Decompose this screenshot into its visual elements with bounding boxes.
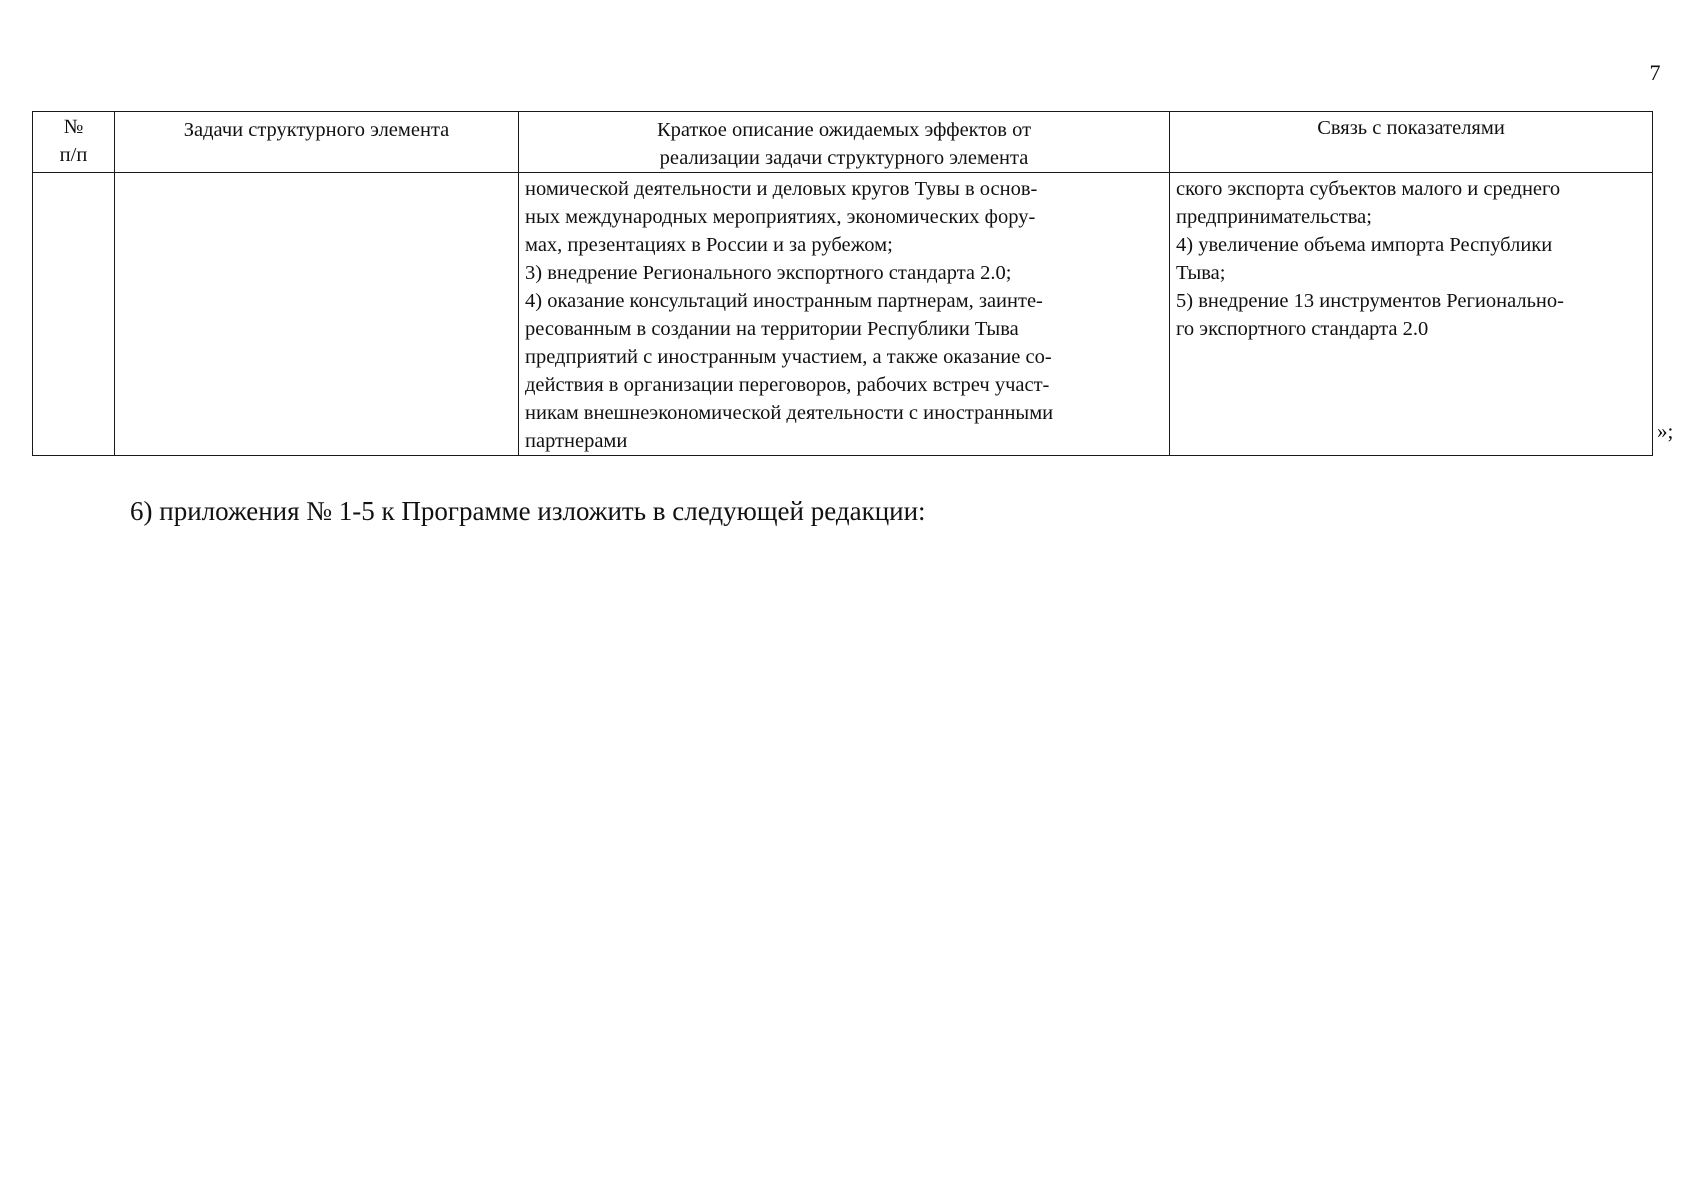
cell-tasks (115, 173, 519, 456)
amendment-paragraph: 6) приложения № 1-5 к Программе изложить в следующей редакции: (130, 496, 926, 526)
effects-line: ресованным в создании на территории Республики Тыва (525, 318, 1019, 340)
effects-line: предприятий с иностранным участием, а также оказание со- (525, 346, 1052, 368)
link-line: ского экспорта субъектов малого и среднего (1176, 178, 1561, 200)
cell-indicators-link (1170, 173, 1653, 456)
header-number (33, 112, 115, 173)
header-effects-line-2: реализации задачи структурного элемента (659, 147, 1029, 169)
header-tasks: Задачи структурного элемента (115, 112, 519, 173)
header-effects (519, 112, 1170, 173)
effects-line: 3) внедрение Регионального экспортного стандарта 2.0; (525, 262, 1012, 284)
effects-line: 4) оказание консультаций иностранным партнерам, заинте- (525, 290, 1043, 312)
effects-line: партнерами (525, 430, 628, 452)
table-row (33, 173, 1653, 456)
header-number-line-1: № (63, 116, 84, 138)
effects-line: ных международных мероприятиях, экономических фору- (525, 206, 1036, 228)
cell-number (33, 173, 115, 456)
table-header-row (33, 112, 1653, 173)
link-line: предпринимательства; (1176, 206, 1372, 228)
link-line: 5) внедрение 13 инструментов Регионально- (1176, 290, 1564, 312)
effects-line: мах, презентациях в России и за рубежом; (525, 234, 893, 256)
page-number: 7 (1649, 60, 1661, 85)
header-indicators-link: Связь с показателями (1170, 112, 1653, 173)
link-line: 4) увеличение объема импорта Республики (1176, 234, 1553, 256)
cell-effects (519, 173, 1170, 456)
structural-element-table (32, 111, 1653, 456)
link-line: го экспортного стандарта 2.0 (1176, 318, 1429, 340)
closing-quote: »; (1657, 419, 1674, 443)
header-number-line-2: п/п (59, 144, 88, 166)
link-line: Тыва; (1176, 262, 1226, 284)
effects-line: действия в организации переговоров, рабочих встреч участ- (525, 374, 1050, 396)
effects-line: никам внешнеэкономической деятельности с иностранными (525, 402, 1054, 424)
effects-line: номической деятельности и деловых кругов Тувы в основ- (525, 178, 1038, 200)
header-effects-line-1: Краткое описание ожидаемых эффектов от (656, 119, 1032, 141)
